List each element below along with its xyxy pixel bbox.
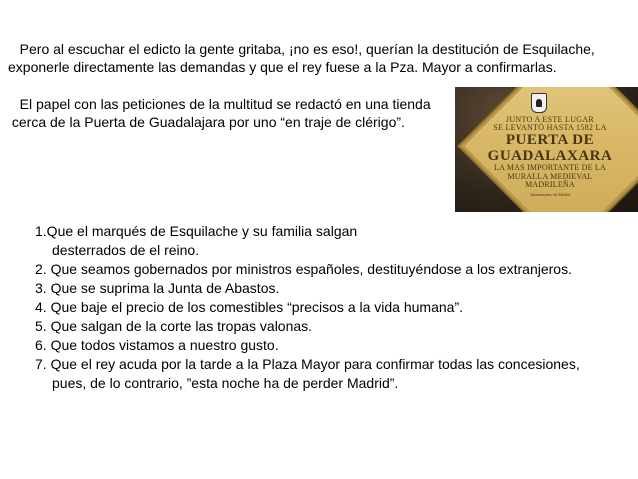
intro-line: exponerle directamente las demandas y que el rey fuese a la Pza. Mayor a confirmarlas. (8, 59, 557, 75)
plaque-inscription (462, 116, 638, 198)
plaque-line: LA MAS IMPORTANTE DE LA (494, 163, 606, 173)
demand-text: 6. Que todos vistamos a nuestro gusto. (35, 337, 279, 353)
madrid-coat-of-arms-icon (531, 93, 547, 113)
demand-text: 4. Que baje el precio de los comestibles “precisos a la vida humana”. (35, 299, 463, 315)
demand-text: pues, de lo contrario, ”esta noche ha de perder Madrid”. (52, 375, 399, 391)
petition-line: El papel con las peticiones de la multitud se redactó en una tienda (8, 96, 431, 112)
demand-text: 1.Que el marqués de Esquilache y su familia salgan (35, 223, 358, 239)
plaque-line: MURALLA MEDIEVAL (507, 171, 593, 181)
intro-line: Pero al escuchar el edicto la gente gritaba, ¡no es eso!, querían la destitución de Esquilache, (8, 41, 595, 57)
list-item (35, 279, 580, 298)
list-item (35, 222, 580, 260)
plaque-line: MADRILEÑA (525, 180, 575, 190)
demands-list (35, 222, 580, 393)
list-item (35, 298, 580, 317)
demand-text: 2. Que seamos gobernados por ministros españoles, destituyéndose a los extranjeros. (35, 261, 572, 277)
demand-text: desterrados de el reino. (52, 242, 200, 258)
plaque-line: GUADALAXARA (487, 147, 613, 164)
demand-text: 5. Que salgan de la corte las tropas valonas. (35, 318, 313, 334)
plaque-line: SE LEVANTÓ HASTA 1582 LA (493, 123, 607, 133)
plaque-line: Ayuntamiento de Madrid (529, 192, 571, 198)
list-item (35, 336, 580, 355)
list-item (35, 317, 580, 336)
demand-text: 7. Que el rey acuda por la tarde a la Plaza Mayor para confirmar todas las concesiones, (35, 356, 580, 372)
plaque-line: PUERTA DE (505, 131, 595, 148)
petition-line: cerca de la Puerta de Guadalajara por uno “en traje de clérigo”. (8, 114, 405, 130)
intro-paragraph (8, 40, 595, 76)
list-item (35, 260, 580, 279)
list-item (35, 355, 580, 393)
plaque-line: JUNTO A ESTE LUGAR (505, 115, 595, 124)
demand-text: 3. Que se suprima la Junta de Abastos. (35, 280, 280, 296)
petition-paragraph (8, 95, 431, 131)
